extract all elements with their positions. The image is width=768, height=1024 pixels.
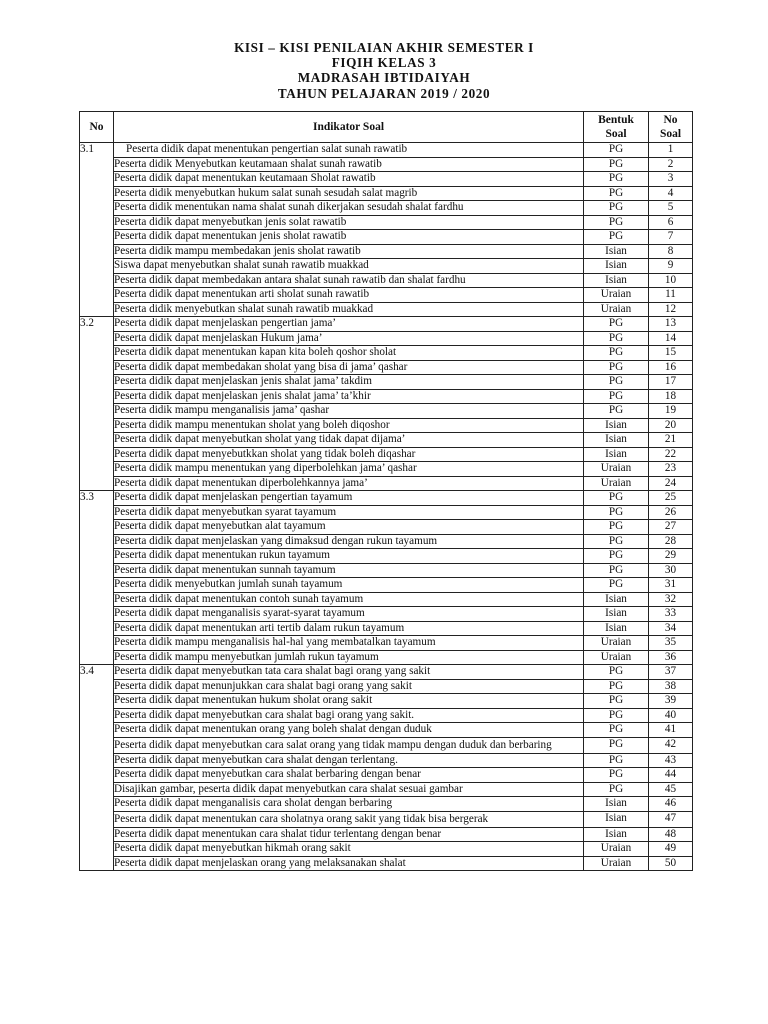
- table-row: [80, 462, 693, 477]
- no-soal-cell: 1: [649, 143, 693, 158]
- indikator-cell: Peserta didik dapat menjelaskan yang dimaksud dengan rukun tayamum: [114, 534, 584, 549]
- indikator-cell: Disajikan gambar, peserta didik dapat menyebutkan cara shalat sesuai gambar: [114, 782, 584, 797]
- indikator-cell: Peserta didik dapat menentukan cara shalat tidur terlentang dengan benar: [114, 827, 584, 842]
- header-indikator: Indikator Soal: [114, 112, 584, 143]
- table-row: [80, 273, 693, 288]
- table-row: [80, 856, 693, 871]
- no-soal-cell: 32: [649, 592, 693, 607]
- indikator-cell: Peserta didik dapat menyebutkan hikmah orang sakit: [114, 842, 584, 857]
- table-row: [80, 244, 693, 259]
- bentuk-soal-cell: Isian: [584, 273, 649, 288]
- table-row: [80, 491, 693, 506]
- no-soal-cell: 37: [649, 665, 693, 680]
- indikator-cell: Peserta didik dapat menentukan orang yang boleh shalat dengan duduk: [114, 723, 584, 738]
- no-soal-cell: 13: [649, 317, 693, 332]
- bentuk-soal-cell: PG: [584, 186, 649, 201]
- table-body: [80, 143, 693, 871]
- bentuk-soal-cell: Isian: [584, 244, 649, 259]
- table-row: [80, 404, 693, 419]
- kd-number-cell: 3.4: [80, 665, 114, 871]
- no-soal-cell: 19: [649, 404, 693, 419]
- no-soal-cell: 2: [649, 157, 693, 172]
- indikator-cell: Peserta didik dapat menentukan arti sholat sunah rawatib: [114, 288, 584, 303]
- bentuk-soal-cell: Uraian: [584, 476, 649, 491]
- table-row: [80, 317, 693, 332]
- bentuk-soal-cell: Uraian: [584, 636, 649, 651]
- no-soal-cell: 31: [649, 578, 693, 593]
- bentuk-soal-cell: Uraian: [584, 856, 649, 871]
- table-row: [80, 331, 693, 346]
- no-soal-cell: 17: [649, 375, 693, 390]
- indikator-cell: Peserta didik dapat menentukan pengertian salat sunah rawatib: [114, 143, 584, 158]
- table-row: [80, 797, 693, 812]
- bentuk-soal-cell: PG: [584, 505, 649, 520]
- indikator-cell: Peserta didik mampu menganalisis jama’ qashar: [114, 404, 584, 419]
- no-soal-cell: 26: [649, 505, 693, 520]
- bentuk-soal-cell: PG: [584, 520, 649, 535]
- bentuk-soal-cell: PG: [584, 694, 649, 709]
- table-row: [80, 694, 693, 709]
- kisi-table: [79, 111, 693, 871]
- table-row: [80, 768, 693, 783]
- indikator-cell: Peserta didik dapat menjelaskan pengertian jama’: [114, 317, 584, 332]
- indikator-cell: Peserta didik dapat menjelaskan orang yang melaksanakan shalat: [114, 856, 584, 871]
- bentuk-soal-cell: PG: [584, 782, 649, 797]
- bentuk-soal-cell: Uraian: [584, 842, 649, 857]
- bentuk-soal-cell: PG: [584, 534, 649, 549]
- indikator-cell: Peserta didik mampu menentukan yang diperbolehkan jama’ qashar: [114, 462, 584, 477]
- kd-number-cell: 3.1: [80, 143, 114, 317]
- table-header-row: [80, 112, 693, 143]
- table-row: [80, 375, 693, 390]
- no-soal-cell: 28: [649, 534, 693, 549]
- table-row: [80, 346, 693, 361]
- bentuk-soal-cell: Uraian: [584, 650, 649, 665]
- no-soal-cell: 22: [649, 447, 693, 462]
- table-row: [80, 708, 693, 723]
- table-row: [80, 592, 693, 607]
- no-soal-cell: 23: [649, 462, 693, 477]
- table-row: [80, 679, 693, 694]
- table-row: [80, 753, 693, 768]
- kd-number-cell: 3.2: [80, 317, 114, 491]
- no-soal-cell: 25: [649, 491, 693, 506]
- bentuk-soal-cell: PG: [584, 563, 649, 578]
- no-soal-cell: 43: [649, 753, 693, 768]
- table-row: [80, 360, 693, 375]
- indikator-cell: Peserta didik dapat menjelaskan pengertian tayamum: [114, 491, 584, 506]
- indikator-cell: Peserta didik dapat menjelaskan jenis shalat jama’ takdim: [114, 375, 584, 390]
- bentuk-soal-cell: PG: [584, 317, 649, 332]
- no-soal-cell: 14: [649, 331, 693, 346]
- bentuk-soal-cell: Isian: [584, 621, 649, 636]
- indikator-cell: Peserta didik dapat menyebutkan syarat tayamum: [114, 505, 584, 520]
- no-soal-cell: 8: [649, 244, 693, 259]
- indikator-cell: Peserta didik dapat menentukan kapan kita boleh qoshor sholat: [114, 346, 584, 361]
- no-soal-cell: 21: [649, 433, 693, 448]
- no-soal-cell: 39: [649, 694, 693, 709]
- table-row: [80, 737, 693, 753]
- title-line-2: FIQIH KELAS 3: [331, 55, 437, 71]
- table-row: [80, 578, 693, 593]
- no-soal-cell: 40: [649, 708, 693, 723]
- indikator-cell: Peserta didik mampu menyebutkan jumlah rukun tayamum: [114, 650, 584, 665]
- title-line-1: KISI – KISI PENILAIAN AKHIR SEMESTER I: [234, 40, 534, 55]
- no-soal-cell: 20: [649, 418, 693, 433]
- no-soal-cell: 15: [649, 346, 693, 361]
- table-row: [80, 505, 693, 520]
- table-row: [80, 389, 693, 404]
- table-row: [80, 157, 693, 172]
- bentuk-soal-cell: Uraian: [584, 302, 649, 317]
- indikator-cell: Peserta didik dapat menyebutkan cara shalat berbaring dengan benar: [114, 768, 584, 783]
- no-soal-cell: 27: [649, 520, 693, 535]
- bentuk-soal-cell: PG: [584, 143, 649, 158]
- table-row: [80, 665, 693, 680]
- bentuk-soal-cell: PG: [584, 549, 649, 564]
- document-title-block: [0, 40, 768, 101]
- indikator-cell: Peserta didik dapat menyebutkan alat tayamum: [114, 520, 584, 535]
- no-soal-cell: 3: [649, 172, 693, 187]
- indikator-cell: Peserta didik dapat menjelaskan Hukum jama’: [114, 331, 584, 346]
- no-soal-cell: 34: [649, 621, 693, 636]
- bentuk-soal-cell: PG: [584, 768, 649, 783]
- no-soal-cell: 18: [649, 389, 693, 404]
- no-soal-cell: 33: [649, 607, 693, 622]
- indikator-cell: Peserta didik dapat menentukan sunnah tayamum: [114, 563, 584, 578]
- table-row: [80, 433, 693, 448]
- table-row: [80, 201, 693, 216]
- no-soal-cell: 44: [649, 768, 693, 783]
- bentuk-soal-cell: PG: [584, 753, 649, 768]
- bentuk-soal-cell: Isian: [584, 592, 649, 607]
- indikator-cell: Peserta didik dapat membedakan antara shalat sunah rawatib dan shalat fardhu: [114, 273, 584, 288]
- no-soal-cell: 10: [649, 273, 693, 288]
- no-soal-cell: 29: [649, 549, 693, 564]
- table-row: [80, 259, 693, 274]
- indikator-cell: Peserta didik dapat menyebutkan cara shalat bagi orang yang sakit.: [114, 708, 584, 723]
- indikator-cell: Peserta didik dapat menyebutkan sholat yang tidak dapat dijama’: [114, 433, 584, 448]
- no-soal-cell: 50: [649, 856, 693, 871]
- table-row: [80, 418, 693, 433]
- table-row: [80, 563, 693, 578]
- no-soal-cell: 6: [649, 215, 693, 230]
- bentuk-soal-cell: PG: [584, 331, 649, 346]
- indikator-cell: Siswa dapat menyebutkan shalat sunah rawatib muakkad: [114, 259, 584, 274]
- bentuk-soal-cell: PG: [584, 375, 649, 390]
- indikator-cell: Peserta didik mampu menentukan sholat yang boleh diqoshor: [114, 418, 584, 433]
- indikator-cell: Peserta didik dapat menjelaskan jenis shalat jama’ ta’khir: [114, 389, 584, 404]
- bentuk-soal-cell: Uraian: [584, 462, 649, 477]
- indikator-cell: Peserta didik dapat menentukan contoh sunah tayamum: [114, 592, 584, 607]
- table-row: [80, 621, 693, 636]
- table-row: [80, 447, 693, 462]
- bentuk-soal-cell: PG: [584, 389, 649, 404]
- indikator-cell: Peserta didik dapat menyebutkan jenis solat rawatib: [114, 215, 584, 230]
- no-soal-cell: 24: [649, 476, 693, 491]
- bentuk-soal-cell: PG: [584, 360, 649, 375]
- no-soal-cell: 16: [649, 360, 693, 375]
- header-bentuk-line2: Soal: [605, 128, 627, 140]
- bentuk-soal-cell: PG: [584, 215, 649, 230]
- table-row: [80, 650, 693, 665]
- header-nosoal-line1: No: [663, 114, 678, 126]
- indikator-cell: Peserta didik dapat menentukan rukun tayamum: [114, 549, 584, 564]
- bentuk-soal-cell: PG: [584, 230, 649, 245]
- indikator-cell: Peserta didik dapat menganalisis syarat-syarat tayamum: [114, 607, 584, 622]
- bentuk-soal-cell: PG: [584, 346, 649, 361]
- no-soal-cell: 35: [649, 636, 693, 651]
- no-soal-cell: 46: [649, 797, 693, 812]
- no-soal-cell: 5: [649, 201, 693, 216]
- no-soal-cell: 38: [649, 679, 693, 694]
- indikator-cell: Peserta didik dapat menentukan arti tertib dalam rukun tayamum: [114, 621, 584, 636]
- bentuk-soal-cell: Uraian: [584, 288, 649, 303]
- table-row: [80, 172, 693, 187]
- bentuk-soal-cell: PG: [584, 708, 649, 723]
- indikator-cell: Peserta didik dapat menentukan jenis sholat rawatib: [114, 230, 584, 245]
- bentuk-soal-cell: Isian: [584, 797, 649, 812]
- indikator-cell: Peserta didik dapat menentukan cara sholatnya orang sakit yang tidak bisa bergerak: [114, 811, 584, 827]
- bentuk-soal-cell: PG: [584, 491, 649, 506]
- no-soal-cell: 12: [649, 302, 693, 317]
- header-no-soal: [649, 112, 693, 143]
- indikator-cell: Peserta didik dapat menyebutkan cara salat orang yang tidak mampu dengan duduk dan berbaring: [114, 737, 584, 753]
- header-bentuk-soal: [584, 112, 649, 143]
- no-soal-cell: 7: [649, 230, 693, 245]
- indikator-cell: Peserta didik mampu membedakan jenis sholat rawatib: [114, 244, 584, 259]
- table-row: [80, 288, 693, 303]
- table-row: [80, 827, 693, 842]
- no-soal-cell: 30: [649, 563, 693, 578]
- bentuk-soal-cell: PG: [584, 404, 649, 419]
- table-row: [80, 723, 693, 738]
- bentuk-soal-cell: Isian: [584, 827, 649, 842]
- bentuk-soal-cell: Isian: [584, 259, 649, 274]
- title-line-3: MADRASAH IBTIDAIYAH: [297, 70, 471, 86]
- indikator-cell: Peserta didik dapat menyebutkan tata cara shalat bagi orang yang sakit: [114, 665, 584, 680]
- no-soal-cell: 9: [649, 259, 693, 274]
- indikator-cell: Peserta didik menyebutkan jumlah sunah tayamum: [114, 578, 584, 593]
- table-row: [80, 230, 693, 245]
- indikator-cell: Peserta didik dapat menentukan hukum sholat orang sakit: [114, 694, 584, 709]
- bentuk-soal-cell: PG: [584, 172, 649, 187]
- bentuk-soal-cell: Isian: [584, 607, 649, 622]
- table-row: [80, 782, 693, 797]
- header-nosoal-line2: Soal: [659, 128, 682, 140]
- bentuk-soal-cell: PG: [584, 157, 649, 172]
- indikator-cell: Peserta didik dapat membedakan sholat yang bisa di jama’ qashar: [114, 360, 584, 375]
- bentuk-soal-cell: PG: [584, 737, 649, 753]
- no-soal-cell: 48: [649, 827, 693, 842]
- no-soal-cell: 45: [649, 782, 693, 797]
- bentuk-soal-cell: PG: [584, 723, 649, 738]
- table-row: [80, 842, 693, 857]
- indikator-cell: Peserta didik mampu menganalisis hal-hal yang membatalkan tayamum: [114, 636, 584, 651]
- indikator-cell: Peserta didik dapat menganalisis cara sholat dengan berbaring: [114, 797, 584, 812]
- table-row: [80, 534, 693, 549]
- table-row: [80, 811, 693, 827]
- table-row: [80, 607, 693, 622]
- table-row: [80, 636, 693, 651]
- indikator-cell: Peserta didik dapat menyebutkan cara shalat dengan terlentang.: [114, 753, 584, 768]
- indikator-cell: Peserta didik menyebutkan shalat sunah rawatib muakkad: [114, 302, 584, 317]
- header-no: No: [80, 112, 114, 143]
- bentuk-soal-cell: Isian: [584, 447, 649, 462]
- no-soal-cell: 36: [649, 650, 693, 665]
- bentuk-soal-cell: PG: [584, 665, 649, 680]
- bentuk-soal-cell: PG: [584, 201, 649, 216]
- header-bentuk-line1: Bentuk: [598, 114, 634, 126]
- table-row: [80, 549, 693, 564]
- no-soal-cell: 41: [649, 723, 693, 738]
- indikator-cell: Peserta didik menyebutkan hukum salat sunah sesudah salat magrib: [114, 186, 584, 201]
- title-line-4: TAHUN PELAJARAN 2019 / 2020: [277, 85, 491, 101]
- table-row: [80, 520, 693, 535]
- bentuk-soal-cell: PG: [584, 578, 649, 593]
- indikator-cell: Peserta didik dapat menentukan diperbolehkannya jama’: [114, 476, 584, 491]
- bentuk-soal-cell: Isian: [584, 418, 649, 433]
- no-soal-cell: 49: [649, 842, 693, 857]
- indikator-cell: Peserta didik menentukan nama shalat sunah dikerjakan sesudah shalat fardhu: [114, 201, 584, 216]
- table-row: [80, 186, 693, 201]
- indikator-cell: Peserta didik Menyebutkan keutamaan shalat sunah rawatib: [114, 157, 584, 172]
- no-soal-cell: 11: [649, 288, 693, 303]
- bentuk-soal-cell: Isian: [584, 433, 649, 448]
- bentuk-soal-cell: PG: [584, 679, 649, 694]
- table-row: [80, 143, 693, 158]
- table-row: [80, 302, 693, 317]
- no-soal-cell: 4: [649, 186, 693, 201]
- table-row: [80, 476, 693, 491]
- indikator-cell: Peserta didik dapat menyebutkkan sholat yang tidak boleh diqashar: [114, 447, 584, 462]
- no-soal-cell: 47: [649, 811, 693, 827]
- no-soal-cell: 42: [649, 737, 693, 753]
- kd-number-cell: 3.3: [80, 491, 114, 665]
- table-row: [80, 215, 693, 230]
- indikator-cell: Peserta didik dapat menunjukkan cara shalat bagi orang yang sakit: [114, 679, 584, 694]
- indikator-cell: Peserta didik dapat menentukan keutamaan Sholat rawatib: [114, 172, 584, 187]
- bentuk-soal-cell: Isian: [584, 811, 649, 827]
